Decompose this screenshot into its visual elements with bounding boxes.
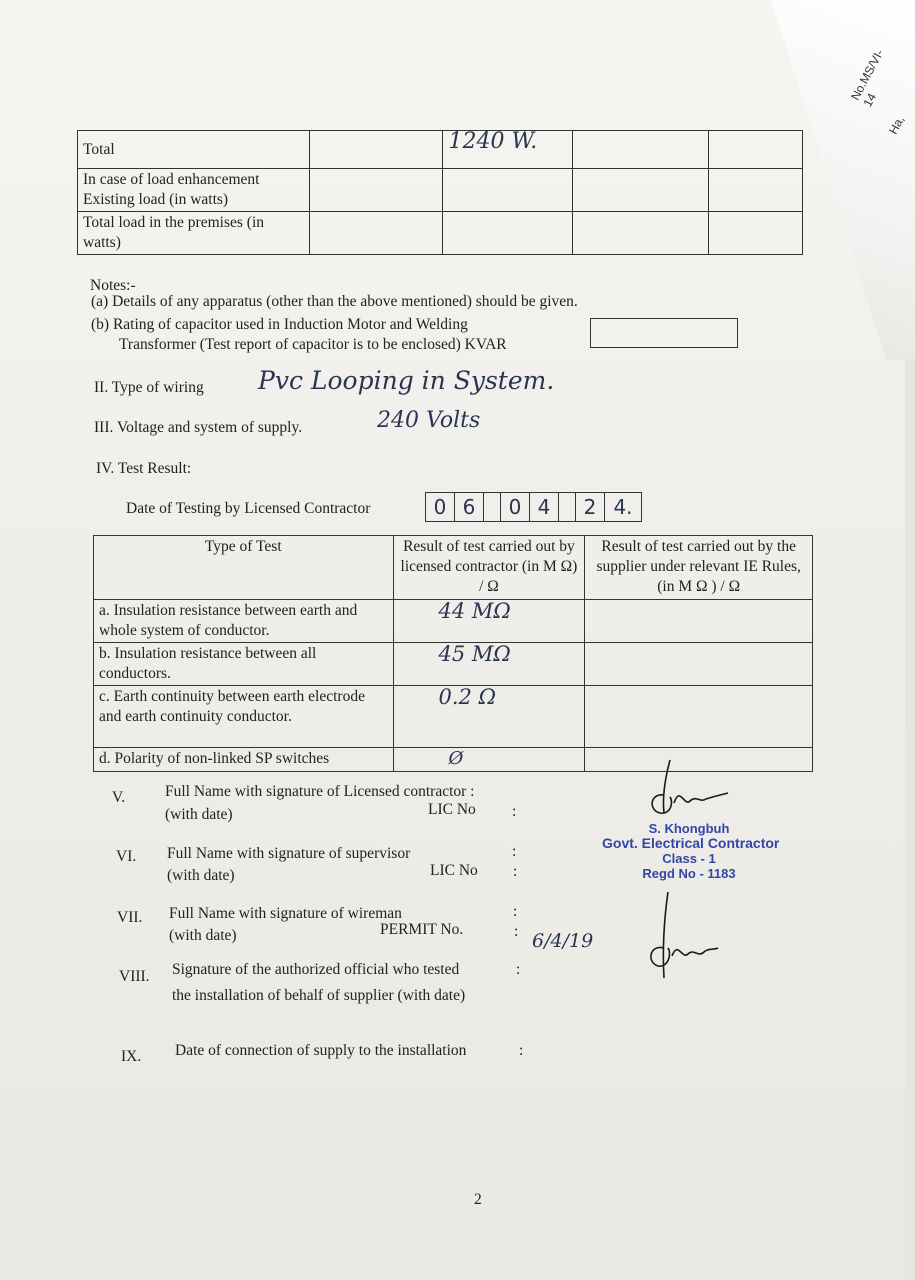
voltage-label: III. Voltage and system of supply. [94,419,303,436]
section-vi-line1: Full Name with signature of supervisor [167,845,411,862]
table-row [94,643,813,686]
load-row-existing [78,169,803,212]
test-label: a. Insulation resistance between earth and whole system of conductor. [94,600,394,643]
page-number: 2 [474,1191,482,1208]
wiring-type-value: Pvc Looping in System. [258,366,555,395]
kvar-box [590,318,738,348]
contractor-result: Ø [448,748,464,769]
section-viii-colon: : [516,961,521,978]
test-label: d. Polarity of non-linked SP switches [94,748,394,772]
test-label: c. Earth continuity between earth electrode and earth continuity conductor. [94,686,394,748]
load-row-total [78,131,803,169]
section-vii-line2: (with date) [169,927,237,944]
date-testing-label: Date of Testing by Licensed Contractor [126,500,371,517]
section-v-lic: LIC No [428,801,476,818]
load-label: In case of load enhancement Existing load (in watts) [78,169,310,212]
section-vii-line1: Full Name with signature of wireman [169,905,402,922]
load-label: Total [78,131,310,169]
note-a: (a) Details of any apparatus (other than the above mentioned) should be given. [91,293,578,310]
section-v-colon: : [512,803,517,820]
handwritten-date: 6/4/19 [532,930,594,952]
date-digit: 4. [613,495,633,519]
load-table [77,130,803,255]
stamp-class: Class - 1 [662,851,716,866]
note-b-line2: Transformer (Test report of capacitor is to be enclosed) KVAR [119,336,507,353]
contractor-result: 44 MΩ [438,599,511,623]
supplier-result [585,643,813,686]
contractor-result: 45 MΩ [438,642,511,666]
contractor-signature [640,755,730,825]
stamp-title: Govt. Electrical Contractor [602,835,780,851]
section-vi-colon: : [512,843,517,860]
wiring-type-label: II. Type of wiring [94,379,204,396]
voltage-value: 240 Volts [377,408,481,433]
date-digit: 0 [501,493,530,521]
table-row [94,686,813,748]
section-vii-num: VII. [117,909,143,926]
section-vi-colon: : [513,863,518,880]
section-viii-line2: the installation of behalf of supplier (with date) [172,987,466,1004]
corner-ref-text: No.MS/VI-14 [848,47,887,110]
stamp-name: S. Khongbuh [648,821,730,836]
section-ix-num: IX. [121,1048,142,1065]
section-vii-colon: : [514,923,519,940]
section-vi-lic: LIC No [430,862,478,879]
supplier-result [585,686,813,748]
section-vi-num: VI. [116,848,137,865]
section-vii-colon: : [513,903,518,920]
section-ix-colon: : [519,1042,524,1059]
section-v-line1: Full Name with signature of Licensed contractor : [165,783,475,800]
section-vii-permit: PERMIT No. [380,921,464,938]
section-viii-num: VIII. [119,968,150,985]
section-v-num: V. [112,789,126,806]
date-digit: 4 [530,493,559,521]
section-ix-line1: Date of connection of supply to the installation [175,1042,467,1059]
load-label: Total load in the premises (in watts) [78,212,310,255]
section-viii-line1: Signature of the authorized official who tested [172,961,460,978]
section-v-line2: (with date) [165,806,233,823]
stamp-regd: Regd No - 1183 [642,866,736,881]
total-load-value: 1240 W. [448,129,538,154]
load-row-premises [78,212,803,255]
table-row [94,600,813,643]
date-digit: 6 [455,493,484,521]
test-table-header [94,536,813,600]
date-digit: 0 [426,493,455,521]
test-result-label: IV. Test Result: [96,460,192,477]
date-of-testing-boxes [425,492,642,522]
section-vi-line2: (with date) [167,867,235,884]
date-digit: 2 [576,493,605,521]
test-label: b. Insulation resistance between all conductors. [94,643,394,686]
corner-line2-text: Ha, [886,113,908,137]
header-contractor-result: Result of test carried out by licensed contractor (in M Ω) / Ω [393,536,585,600]
header-supplier-result: Result of test carried out by the supplier under relevant IE Rules, (in M Ω ) / Ω [585,536,813,600]
contractor-result: 0.2 Ω [438,685,496,709]
supplier-result [585,600,813,643]
note-b-line1: (b) Rating of capacitor used in Induction Motor and Welding [91,316,468,333]
notes-heading: Notes:- [90,277,136,294]
header-type-of-test: Type of Test [94,536,394,600]
contractor-stamp [602,821,780,881]
official-signature [640,888,720,983]
test-result-table [93,535,813,772]
